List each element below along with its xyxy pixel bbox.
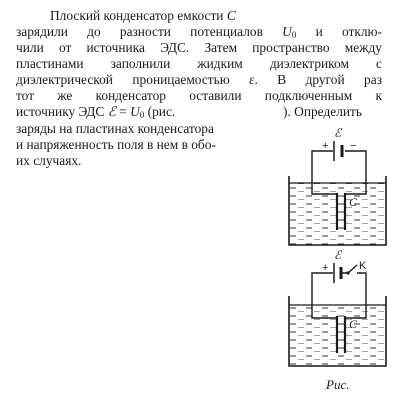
- text-line-4: пластинами заполнили жидким диэлектриком с: [16, 56, 382, 71]
- text-line-5: диэлектрической проницаемостью ε. В другой раз: [16, 72, 382, 87]
- figure-bottom: [289, 248, 386, 366]
- emf-label: ℰ: [334, 126, 342, 140]
- minus-sign: −: [350, 140, 357, 152]
- text-line-2: зарядили до разности потенциалов $U_0$ и отклю-: [16, 24, 382, 40]
- capacitor-label: C: [349, 195, 358, 209]
- text-line-10: их случаях.: [16, 153, 82, 168]
- figure-caption: Рис.: [326, 377, 350, 392]
- text-line-6: тот же конденсатор оставили подключенным к: [16, 88, 382, 103]
- key-switch: [348, 265, 357, 273]
- text-line-1: Плоский конденсатор емкости C: [50, 8, 236, 23]
- text-line-3: чили от источника ЭДС. Затем пространство между: [16, 40, 382, 55]
- text-line-7-end: ). Определить: [283, 104, 363, 119]
- key-label: K: [359, 260, 367, 272]
- text-line-9: и напряженность поля в нем в обо-: [16, 137, 216, 152]
- plus-sign: +: [322, 262, 329, 274]
- key-contact: [346, 271, 349, 274]
- figure-top: [289, 126, 386, 245]
- capacitor-label: C: [349, 317, 358, 331]
- text-line-7: источнику ЭДС ℰ = $U_0$ (рис.: [16, 104, 176, 120]
- plus-sign: +: [322, 140, 329, 152]
- text-line-8: заряды на пластинах конденсатора: [16, 121, 214, 136]
- emf-label: ℰ: [334, 248, 342, 262]
